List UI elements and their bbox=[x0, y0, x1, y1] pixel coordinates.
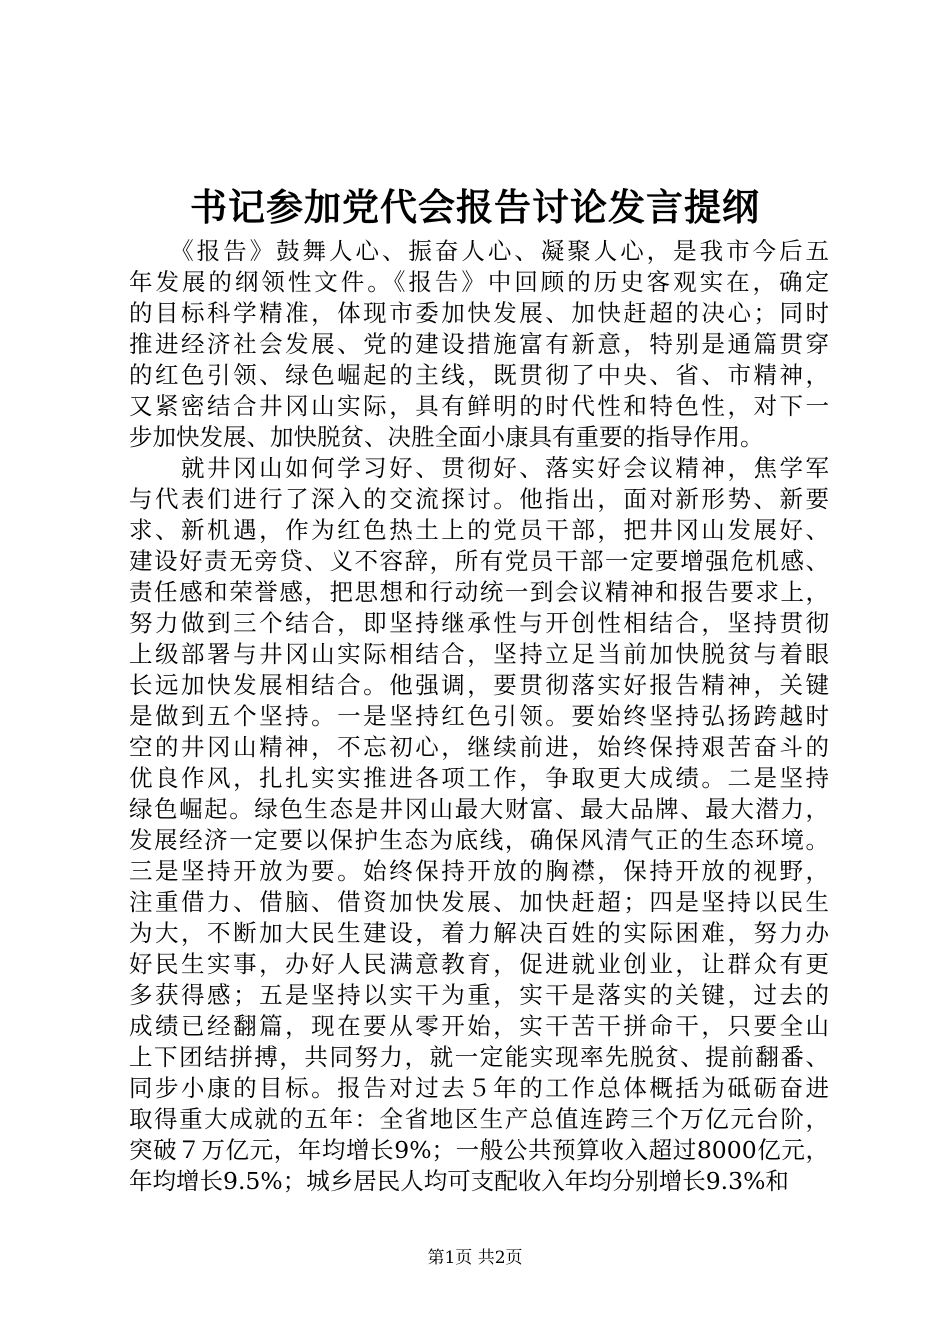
text-line: 三是坚持开放为要。始终保持开放的胸襟，保持开放的视野， bbox=[129, 857, 829, 885]
text-line: 是做到五个坚持。一是坚持红色引领。要始终坚持弘扬跨越时 bbox=[129, 702, 829, 730]
text-line: 绿色崛起。绿色生态是井冈山最大财富、最大品牌、最大潜力， bbox=[129, 795, 829, 823]
text-line: 同步小康的目标。报告对过去５年的工作总体概括为砥砺奋进 bbox=[129, 1074, 829, 1102]
text-line: 突破７万亿元，年均增长9%；一般公共预算收入超过8000亿元， bbox=[129, 1136, 829, 1164]
text-line: 与代表们进行了深入的交流探讨。他指出，面对新形势、新要 bbox=[129, 485, 829, 513]
text-line: 责任感和荣誉感，把思想和行动统一到会议精神和报告要求上， bbox=[129, 578, 829, 606]
document-body bbox=[129, 236, 829, 1197]
text-line: 好民生实事，办好人民满意教育，促进就业创业，让群众有更 bbox=[129, 950, 829, 978]
text-line: 长远加快发展相结合。他强调，要贯彻落实好报告精神，关键 bbox=[129, 671, 829, 699]
text-line: 步加快发展、加快脱贫、决胜全面小康具有重要的指导作用。 bbox=[129, 423, 764, 451]
text-line: 《报告》鼓舞人心、振奋人心、凝聚人心，是我市今后五 bbox=[129, 237, 829, 265]
text-line: 年均增长9.5%；城乡居民人均可支配收入年均分别增长9.3%和 bbox=[129, 1167, 789, 1195]
page-footer: 第1页 共2页 bbox=[427, 1248, 523, 1268]
text-line: 发展经济一定要以保护生态为底线，确保风清气正的生态环境。 bbox=[129, 826, 829, 854]
text-line: 推进经济社会发展、党的建设措施富有新意，特别是通篇贯穿 bbox=[129, 330, 829, 358]
paragraph-2 bbox=[129, 453, 829, 1197]
text-line: 的目标科学精准，体现市委加快发展、加快赶超的决心；同时 bbox=[129, 299, 829, 327]
text-line: 为大，不断加大民生建设，着力解决百姓的实际困难，努力办 bbox=[129, 919, 829, 947]
text-line: 上下团结拼搏，共同努力，就一定能实现率先脱贫、提前翻番、 bbox=[129, 1043, 829, 1071]
text-line: 又紧密结合井冈山实际，具有鲜明的时代性和特色性，对下一 bbox=[129, 392, 829, 420]
text-line: 注重借力、借脑、借资加快发展、加快赶超；四是坚持以民生 bbox=[129, 888, 829, 916]
text-line: 年发展的纲领性文件。《报告》中回顾的历史客观实在，确定 bbox=[129, 268, 829, 296]
text-line: 多获得感；五是坚持以实干为重，实干是落实的关键，过去的 bbox=[129, 981, 829, 1009]
text-line: 努力做到三个结合，即坚持继承性与开创性相结合，坚持贯彻 bbox=[129, 609, 829, 637]
paragraph-1 bbox=[129, 236, 829, 453]
text-line: 成绩已经翻篇，现在要从零开始，实干苦干拼命干，只要全山 bbox=[129, 1012, 829, 1040]
text-line: 上级部署与井冈山实际相结合，坚持立足当前加快脱贫与着眼 bbox=[129, 640, 829, 668]
text-line: 的红色引领、绿色崛起的主线，既贯彻了中央、省、市精神， bbox=[129, 361, 829, 389]
text-line: 求、新机遇，作为红色热土上的党员干部，把井冈山发展好、 bbox=[129, 516, 829, 544]
text-line: 优良作风，扎扎实实推进各项工作，争取更大成绩。二是坚持 bbox=[129, 764, 829, 792]
document-title: 书记参加党代会报告讨论发言提纲 bbox=[190, 185, 760, 229]
text-line: 空的井冈山精神，不忘初心，继续前进，始终保持艰苦奋斗的 bbox=[129, 733, 829, 761]
text-line: 就井冈山如何学习好、贯彻好、落实好会议精神，焦学军 bbox=[129, 454, 829, 482]
text-line: 建设好责无旁贷、义不容辞，所有党员干部一定要增强危机感、 bbox=[129, 547, 829, 575]
text-line: 取得重大成就的五年：全省地区生产总值连跨三个万亿元台阶， bbox=[129, 1105, 829, 1133]
